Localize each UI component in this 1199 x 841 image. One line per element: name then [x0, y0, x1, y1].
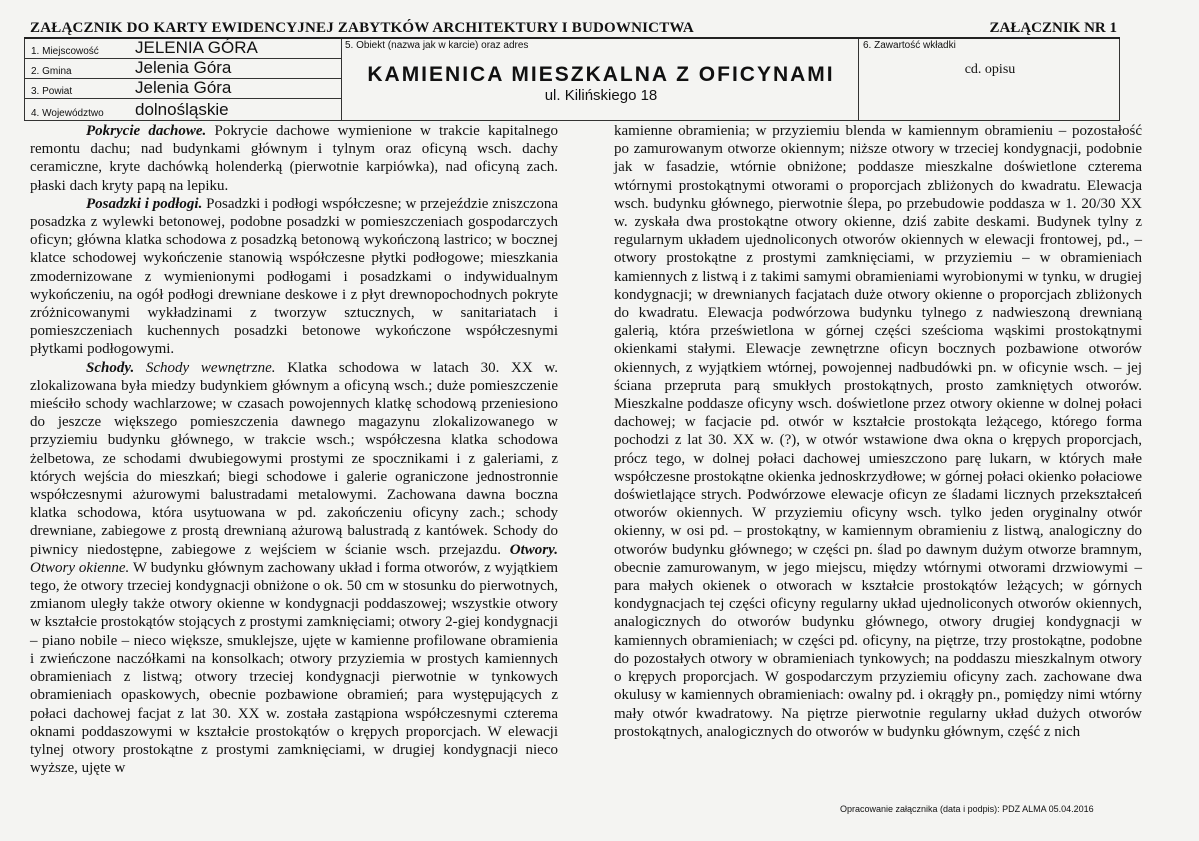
- section-heading: Posadzki i podłogi.: [86, 195, 203, 212]
- paragraph-text: Posadzki i podłogi współczesne; w przejeździe zniszczona posadzka z wylewki betonowej, podobne posadzki w pomieszczeniach gospodarczych oficyn; główna klatka schodowa z posadzką betonową wykończoną lastrico; w bocznej klatce schodowej wykończenie stanowią współczesne płytki podłogowe; mieszkania zmodernizowane z wymienionymi podłogami i posadzkami o indywidualnym wykończeniu, na ogół podłogi drewniane deskowe i z płyt drewnopochodnych pokryte zróżnicowanymi wykładzinami z tworzyw sztucznych, w sanitariatach i pomieszczeniach kuchennych posadzki betonowe wykończone współczesnymi płytkami podłogowymi.: [30, 195, 558, 358]
- object-address: ul. Kilińskiego 18: [544, 87, 658, 104]
- right-text-column: [614, 122, 1142, 741]
- annex-number: ZAŁĄCZNIK NR 1: [989, 20, 1117, 36]
- header-table: [24, 39, 1120, 121]
- paragraph-openings-cont: kamienne obramienia; w przyziemiu blenda w kamiennym obramieniu – pozostałość po zamurowanym otworze okiennym; niższe otwory w trzeciej kondygnacji, podobnie jak w fasadzie, wtórnie obniżone; poddasze mieszkalne doświetlone czterema wtórnymi prostokątnymi otworami o proporcjach zbliżonych do kwadratu. Elewacja wsch. budynku głównego, pierwotnie ślepa, po przebudowie poddasza w 1. 20/30 XX w. zyskała dwa prostokątne otwory okienne, dziś zabite deskami. Budynek tylny z regularnym układem ujednoliconych otworów okiennych w elewacji frontowej, pd., – otwory prostokątne z prostymi zamknięciami, w przyziemiu – w obramieniach kamiennych z listwą i z takimi samymi obramieniami wyrobionymi w tynku, w drugiej kondygnacji; w drewnianych facjatach duże otwory okienne o proporcjach zbliżonych do kwadratu. Elewacja podwórzowa budynku tylnego z nadwieszoną drewnianą galerią, która prześwietlona w górnej części sześcioma wąskimi prostokątnymi okienkami stałymi. Elewacje zewnętrzne oficyn bocznych pozbawione otworów okiennych, z wyjątkiem wtórnej, powojennej nadbudówki pn. w oficynie wsch. – jej ściana przepruta parą smukłych prostokątnych, prosto zamkniętych otworów. Mieszkalne poddasze oficyny wsch. doświetlone przez otwory okienne w dolnej połaci dachowej; w facjacie pd. otwór w kształcie prostokąta leżącego, którego forma pochodzi z lat 30. XX w. (?), w otwór wstawione dwa okna o krępych proporcjach, prócz tego, w dolnej połaci dachowej umieszczono parę lukarn, w których małe współczesne prostokątne okienka jednoskrzydłowe; w górnej połaci okienko połaciowe doświetlające strych. Podwórzowe elewacje oficyn ze śladami licznych przekształceń otworów okiennych. W przyziemiu oficyny wsch. tylko jeden oryginalny otwór okienny, w osi pd. – prostokątny, w kamiennym obramieniu z listwą, analogiczny do otworów budynku głównego; w części pn. ślad po dawnym dużym otworze bramnym, obecnie zamurowanym, w jego miejscu, między wtórnymi otworami drzwiowymi – para małych okienek o otworach w kształcie prostokątów leżących; w górnych kondygnacjach tej części oficyny regularny układ ujednoliconych otworów okiennych, analogicznych do otworów budynku głównego, otwory drugiej kondygnacji w kamiennych obramieniach; w części pd. oficyny, na piętrze, trzy prostokątne, podobne do pozostałych otwory w obramieniach tynkowych; na poddaszu mieszkalnym otwory o krępych proporcjach. W gospodarczym przyziemiu oficyny zach. zachowane dwa okulusy w kamiennych obramieniach: owalny pd. i okrągły pn., pomiędzy nimi wtórny mały otwór kwadratowy. Na piętrze pierwotnie regularny układ dużych otworów prostokątnych, analogicznych do otworów w budynku głównym, część z nich: [614, 123, 1142, 740]
- field-value: JELENIA GÓRA: [135, 38, 258, 57]
- contents-label: 6. Zawartość wkładki: [863, 40, 956, 51]
- field-label: 4. Województwo: [31, 108, 104, 119]
- field-commune: [25, 58, 342, 79]
- section-subheading: Schody wewnętrzne.: [134, 359, 276, 376]
- left-text-column: [30, 122, 558, 777]
- paragraph-text: W budynku głównym zachowany układ i forma otworów, z wyjątkiem tego, że otwory trzeciej kondygnacji obniżone o ok. 50 cm w stosunku do pierwotnych, zmianom uległy także otwory okienne w kondygnacji poddaszowej; wszystkie otwory w kształcie prostokątów stojących z prostymi zamknięciami; otwory 2-giej kondygnacji – piano nobile – nieco większe, smuklejsze, ujęte w kamienne profilowane obramienia i zwieńczone naczółkami na konsolkach; otwory przyziemia w prostych kamiennych obramieniach z listwą; otwory trzeciej kondygnacji pierwotnie w tynkowych obramieniach opaskowych, obecnie pozbawione obramień; para występujących z połaci dachowej facjat z lat 30. XX w. została zastąpiona współczesnymi czterema oknami poddaszowymi w kształcie prostokątów o krępych proporcjach. W elewacji tylnej otwory prostokątne z prostymi zamknięciami, w drugiej kondygnacji nieco wyższe, ujęte w: [30, 559, 558, 777]
- document-title: ZAŁĄCZNIK DO KARTY EWIDENCYJNEJ ZABYTKÓW ARCHITEKTURY I BUDOWNICTWA: [30, 20, 694, 36]
- section-heading: Otwory.: [509, 541, 558, 558]
- section-subheading: Otwory okienne.: [30, 559, 130, 576]
- field-locality: [25, 38, 342, 59]
- paragraph-stairs: [30, 359, 558, 778]
- field-label: 3. Powiat: [31, 86, 73, 97]
- field-label: 1. Miejscowość: [31, 46, 99, 57]
- contents-value: cd. opisu: [964, 62, 1016, 77]
- section-heading: Pokrycie dachowe.: [86, 123, 207, 139]
- field-label: 2. Gmina: [31, 66, 72, 77]
- field-value: Jelenia Góra: [135, 78, 232, 97]
- footer-attribution: Opracowanie załącznika (data i podpis): PDZ ALMA 05.04.2016: [840, 804, 1094, 814]
- paragraph-text: Pokrycie dachowe wymienione w trakcie kapitalnego remontu dachu; nad budynkami głównym i tylnym oraz oficyną wsch. dachy ceramiczne, kryte dachówką holenderką (pierwotnie karpiówka), nad oficyną zach. płaski dach kryty papą na lepiku.: [30, 123, 558, 194]
- paragraph-roofing: [30, 122, 558, 195]
- paragraph-text: Klatka schodowa w latach 30. XX w. zlokalizowana była miedzy budynkiem głównym a oficyną wsch.; duże pomieszczenie mieściło schody wachlarzowe; w czasach powojennych klatkę schodową przeniesiono do jeszcze większego pomieszczenia dawnego magazynu zlokalizowanego w przyziemiu budynku głównego, w trakcie wsch.; współczesna klatka schodowa żelbetowa, ze schodami dwubiegowymi prostymi ze spocznikami i z galeriami, z których wejścia do mieszkań; biegi schodowe i galerie ograniczone jednostronnie współczesnymi ażurowymi balustradami metalowymi. Zachowana dawna boczna klatka schodowa, która usytuowana w pd. zakończeniu oficyny zach.; schody drewniane, zabiegowe z prostą drewnianą ażurową balustradą z kantówek. Schody do piwnicy niedostępne, zabiegowe z wejściem w ścianie wsch. przejazdu.: [30, 359, 559, 558]
- object-label: 5. Obiekt (nazwa jak w karcie) oraz adres: [345, 40, 529, 51]
- field-district: [25, 78, 342, 99]
- field-value: Jelenia Góra: [135, 58, 232, 77]
- section-heading: Schody.: [86, 359, 135, 376]
- field-voivodeship: [25, 101, 342, 120]
- paragraph-floors: [30, 195, 558, 359]
- object-name: KAMIENICA MIESZKALNA Z OFICYNAMI: [367, 63, 835, 86]
- field-value: dolnośląskie: [135, 100, 229, 119]
